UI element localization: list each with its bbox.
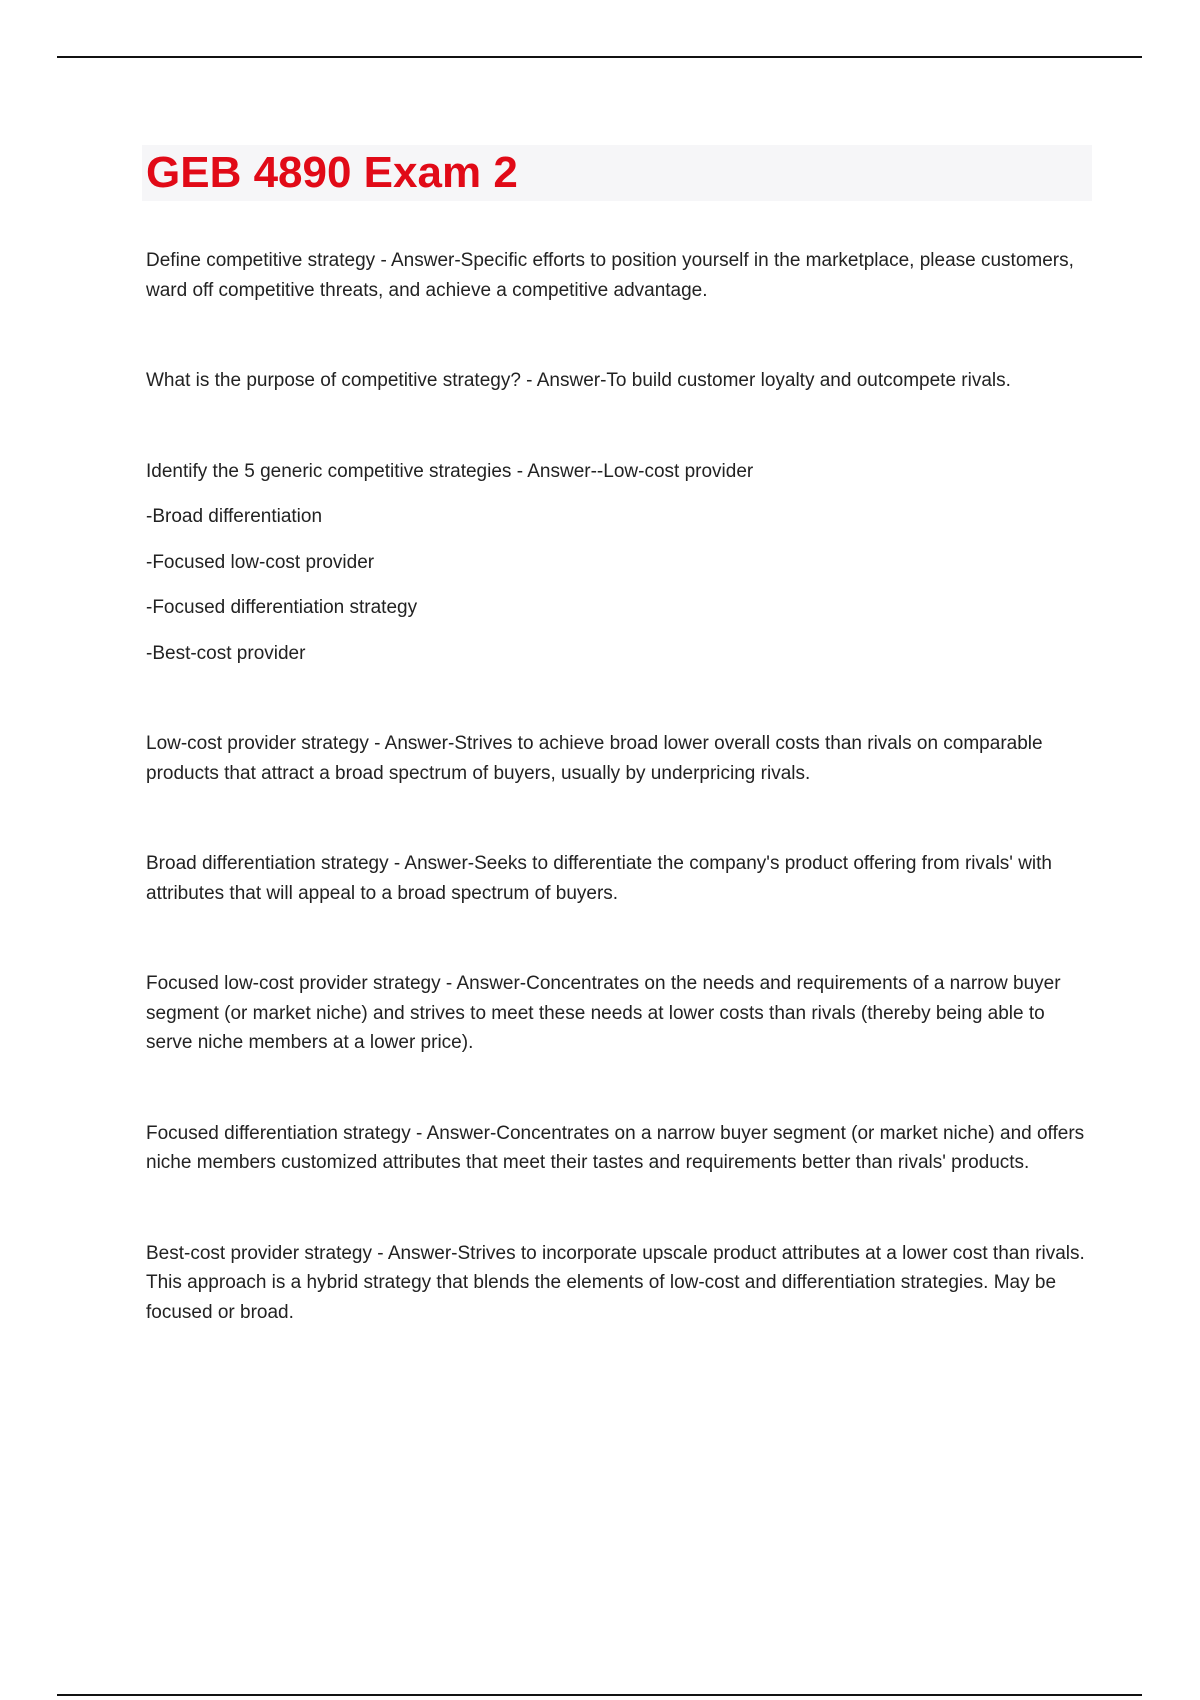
list-item: -Best-cost provider — [146, 642, 306, 664]
document-body — [146, 246, 1091, 1327]
qa-entry-generic-strategies — [146, 457, 1091, 669]
title-banner — [142, 145, 1092, 201]
qa-entry-broad-differentiation: Broad differentiation strategy - Answer-Seeks to differentiate the company's product offering from rivals' with attributes that will appeal to a broad spectrum of buyers. — [146, 853, 1052, 904]
list-item: -Focused differentiation strategy — [146, 597, 418, 618]
list-item: -Broad differentiation — [146, 506, 323, 527]
qa-entry-define-competitive-strategy: Define competitive strategy - Answer-Specific efforts to position yourself in the marketplace, please customers, ward off competitive threats, and achieve a competitive advantage. — [146, 250, 1074, 301]
list-item: -Focused low-cost provider — [146, 551, 375, 573]
list-item: Identify the 5 generic competitive strategies - Answer--Low-cost provider — [146, 460, 754, 482]
qa-entry-best-cost-provider: Best-cost provider strategy - Answer-Strives to incorporate upscale product attributes at a lower cost than rivals. This approach is a hybrid strategy that blends the elements of low-cost and differentiation strategies. May be focused or broad. — [146, 1242, 1085, 1323]
qa-entry-purpose-competitive-strategy: What is the purpose of competitive strategy? - Answer-To build customer loyalty and outcompete rivals. — [146, 370, 1011, 391]
page-title: GEB 4890 Exam 2 — [146, 148, 518, 197]
qa-entry-focused-low-cost: Focused low-cost provider strategy - Answer-Concentrates on the needs and requirements of a narrow buyer segment (or market niche) and strives to meet these needs at lower costs than rivals (thereby being able to serve niche members at a lower price). — [146, 973, 1061, 1053]
page-top-rule — [57, 56, 1142, 58]
qa-entry-low-cost-provider: Low-cost provider strategy - Answer-Strives to achieve broad lower overall costs than rivals on comparable products that attract a broad spectrum of buyers, usually by underpricing rivals. — [146, 733, 1043, 784]
qa-entry-focused-differentiation: Focused differentiation strategy - Answer-Concentrates on a narrow buyer segment (or market niche) and offers niche members customized attributes that meet their tastes and requirements better than rivals' products. — [146, 1122, 1085, 1173]
page-bottom-rule — [57, 1694, 1142, 1696]
